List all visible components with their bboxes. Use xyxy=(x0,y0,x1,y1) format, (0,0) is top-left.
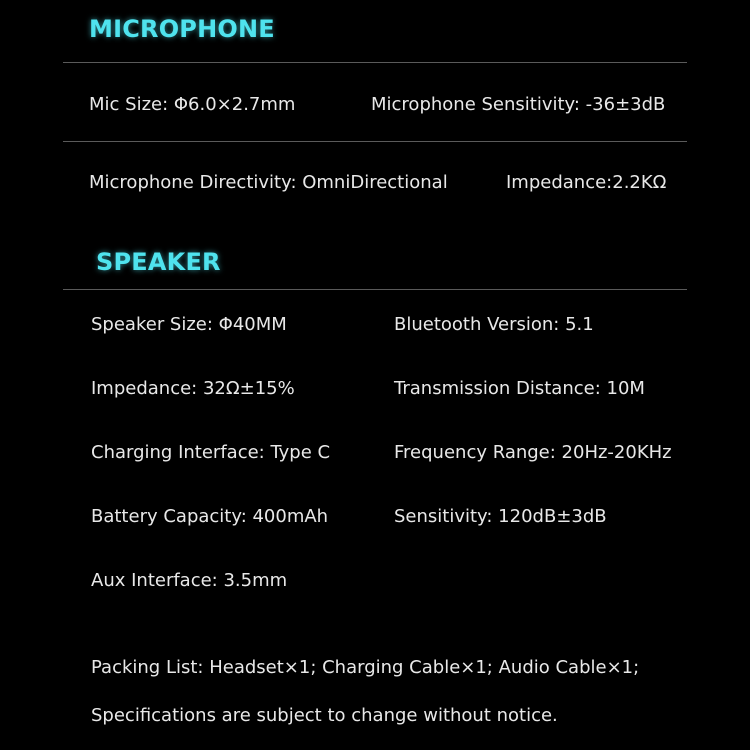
specifications-notice: Specifications are subject to change without notice. xyxy=(91,705,558,726)
speaker-heading: SPEAKER xyxy=(96,248,221,276)
speaker-impedance-spec: Impedance: 32Ω±15% xyxy=(91,378,295,399)
mic-size-spec: Mic Size: Φ6.0×2.7mm xyxy=(89,94,296,115)
mic-impedance-spec: Impedance:2.2KΩ xyxy=(506,172,667,193)
charging-interface-spec: Charging Interface: Type C xyxy=(91,442,331,463)
packing-list: Packing List: Headset×1; Charging Cable×1; Audio Cable×1; xyxy=(91,657,640,678)
speaker-sensitivity-spec: Sensitivity: 120dB±3dB xyxy=(394,506,607,527)
bluetooth-version-spec: Bluetooth Version: 5.1 xyxy=(394,314,594,335)
mic-sensitivity-spec: Microphone Sensitivity: -36±3dB xyxy=(371,94,666,115)
frequency-range-spec: Frequency Range: 20Hz-20KHz xyxy=(394,442,672,463)
speaker-size-spec: Speaker Size: Φ40MM xyxy=(91,314,287,335)
mic-directivity-spec: Microphone Directivity: OmniDirectional xyxy=(89,172,448,193)
microphone-heading: MICROPHONE xyxy=(89,15,275,43)
aux-interface-spec: Aux Interface: 3.5mm xyxy=(91,570,288,591)
microphone-divider-top xyxy=(63,62,687,63)
speaker-divider xyxy=(63,289,687,290)
battery-capacity-spec: Battery Capacity: 400mAh xyxy=(91,506,329,527)
microphone-divider-middle xyxy=(63,141,687,142)
transmission-distance-spec: Transmission Distance: 10M xyxy=(394,378,645,399)
